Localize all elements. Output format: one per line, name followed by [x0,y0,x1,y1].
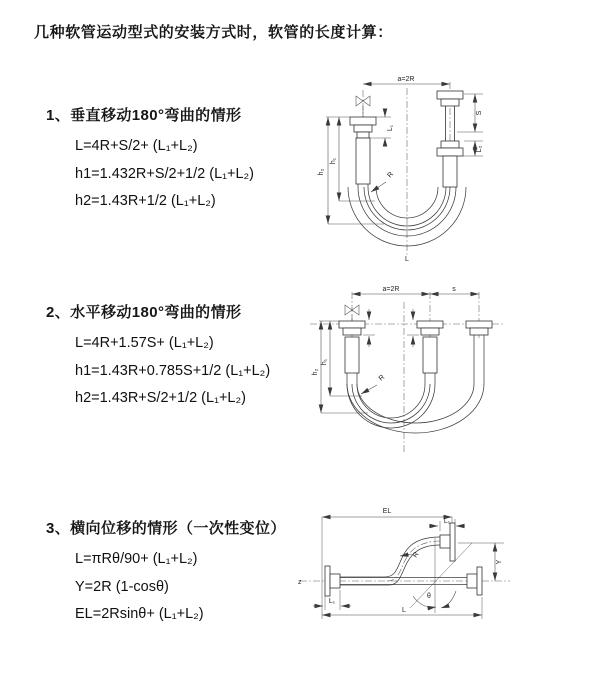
dim-label-y: Y [496,559,503,565]
right-flange [467,567,482,595]
diagram-horizontal-180-bend [302,280,594,475]
section-1-vertical-movement [46,104,254,216]
page-title: 几种软管运动型式的安装方式时，软管的长度计算： [34,24,393,41]
dimensions [298,508,504,619]
diagram-vertical-180-bend [302,64,594,264]
axis-mark-z: z [298,579,302,586]
section-2-heading: 2、水平移动180°弯曲的情形 [46,304,242,321]
dim-label-a2r: a=2R [397,76,415,83]
formula-line: L=4R+1.57S+ (L₁+L₂) [75,335,214,351]
braid-section [345,337,359,373]
left-fitting [350,117,376,184]
radius-label: R [411,550,421,560]
right-fitting [466,321,492,335]
dim-label-a2r: a=2R [382,286,400,293]
formula-line: h2=1.43R+S/2+1/2 (L₁+L₂) [75,390,246,406]
radius-label: R [377,373,387,383]
dim-label-h1: h₁ [330,157,337,165]
formula-line: h1=1.43R+0.785S+1/2 (L₁+L₂) [75,362,271,379]
formula-line: Y=2R (1-cosθ) [75,578,169,595]
dim-label-l1-left: L₁ [328,598,336,605]
braid-section [356,138,370,184]
dim-label-h1: h₁ [321,358,328,366]
formula-line: h2=1.43R+1/2 (L₁+L₂) [75,193,216,209]
section-1-heading: 1、垂直移动180°弯曲的情形 [46,107,242,124]
dim-label-h2: h₂ [312,368,319,376]
dim-label-el: EL [382,508,392,515]
braid-section [443,156,457,187]
left-flange [325,566,340,596]
left-fitting [339,321,365,373]
section-2-horizontal-movement [46,301,270,413]
braid-section [423,337,437,373]
dim-label-l1-top: L₁ [443,518,451,525]
hose-u-bend [347,335,484,433]
top-right-flange [440,523,455,561]
dim-label-s: S [476,110,483,116]
valve-icon [356,96,370,117]
angle-label: θ [427,593,431,600]
diagram-lateral-displacement [292,496,599,648]
radius-label: R [386,170,395,180]
section-3-heading: 3、横向位移的情形（一次性变位） [46,520,286,537]
middle-fitting [417,321,443,373]
dimensions [312,286,479,413]
centerlines [363,82,450,257]
dim-label-l1: L₁ [387,124,394,132]
centerlines [310,292,504,454]
formula-line: L=4R+S/2+ (L₁+L₂) [75,138,198,154]
dim-label-l: L [402,607,406,614]
formula-line: EL=2Rsinθ+ (L₁+L₂) [75,606,204,622]
section-3-lateral-displacement [46,517,286,629]
formula-line: h1=1.432R+S/2+1/2 (L₁+L₂) [75,165,255,182]
formula-line: L=πRθ/90+ (L₁+L₂) [75,551,198,567]
dim-label-h2: h₂ [318,168,325,176]
dim-label-l2: L₂ [476,145,483,153]
dim-label-s: s [452,286,456,293]
length-label: L [405,256,409,263]
